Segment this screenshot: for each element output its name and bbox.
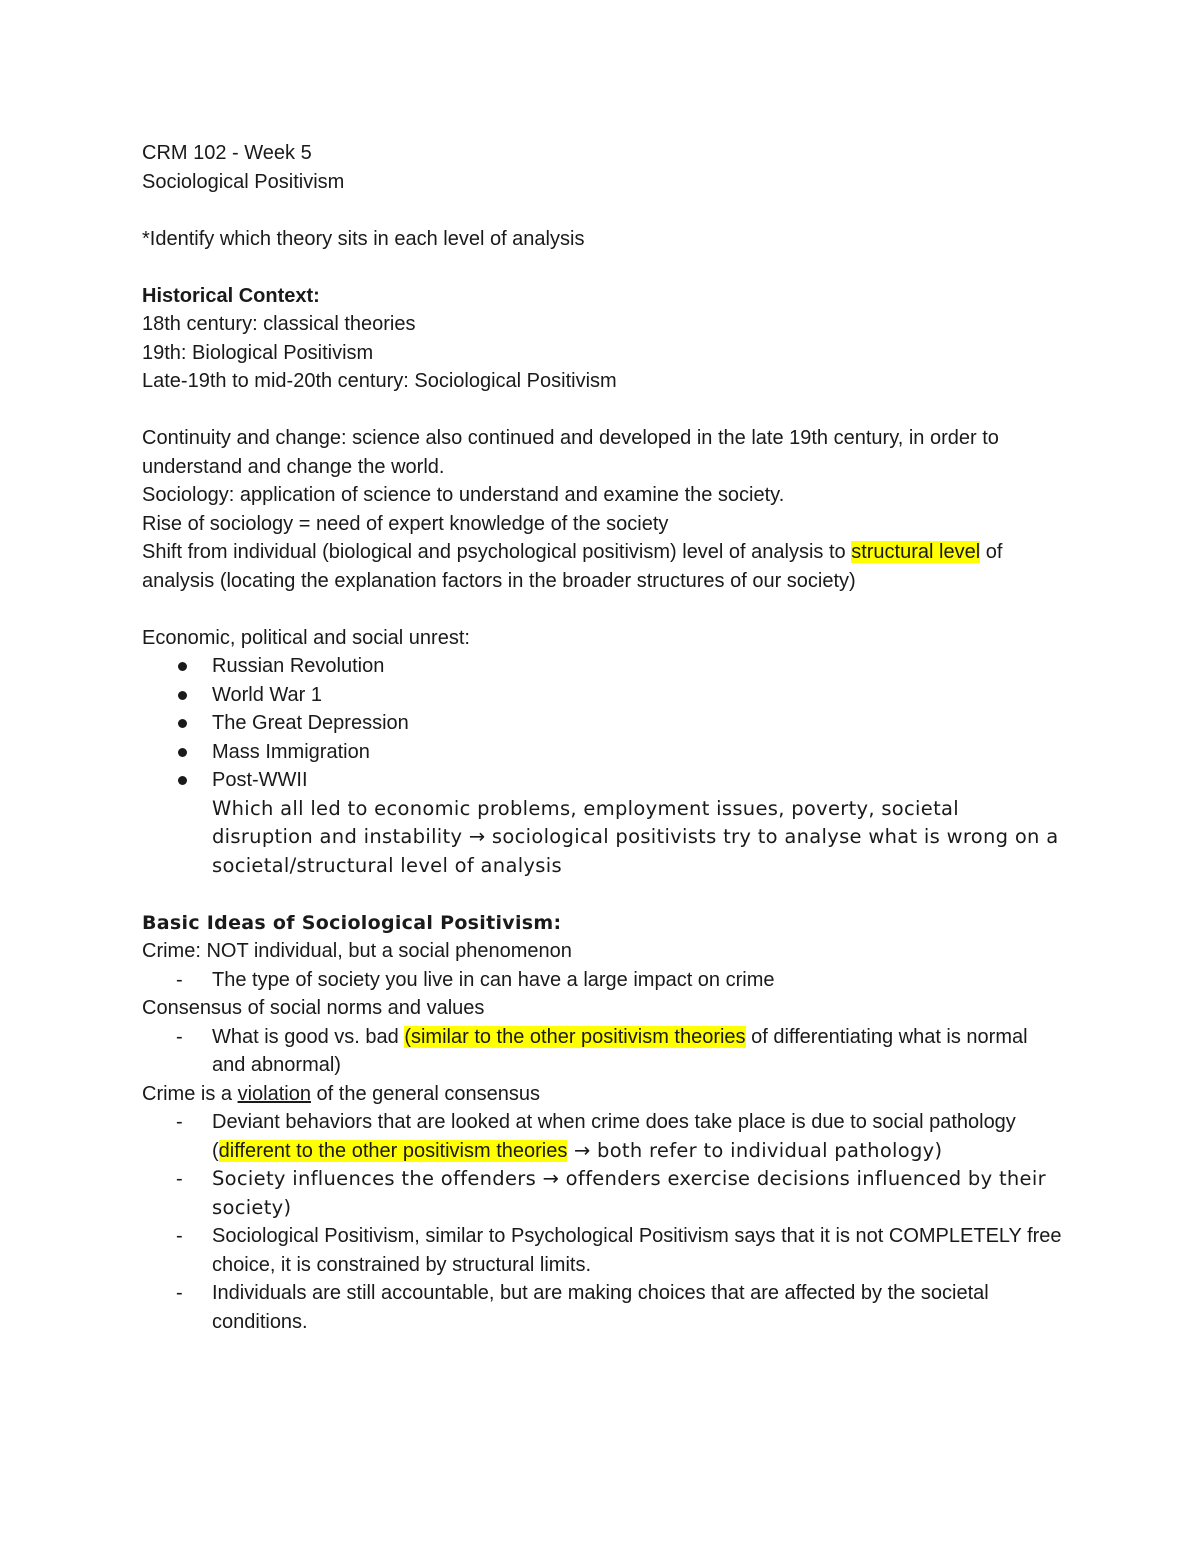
violation-text-b: of the general consensus bbox=[310, 1082, 541, 1105]
crime-social-sublist bbox=[142, 966, 1062, 995]
shift-text-b: of analysis (locating the explanation factors in the broader structures of our society) bbox=[142, 541, 1003, 592]
consensus-line: Consensus of social norms and values bbox=[142, 997, 485, 1019]
list-item-text: → both refer to individual pathology) bbox=[567, 1138, 943, 1162]
list-item bbox=[142, 1222, 1062, 1279]
instruction-note: *Identify which theory sits in each level of analysis bbox=[142, 227, 585, 250]
list-item-text: Post-WWII bbox=[212, 769, 308, 791]
list-item-text: Russian Revolution bbox=[212, 655, 385, 677]
unrest-list bbox=[142, 652, 1062, 880]
list-item-text: Sociological Positivism, similar to Psychological Positivism says that it is not COMPLETELY free choice, it is constrained by structural limits. bbox=[212, 1225, 1062, 1276]
course-title: CRM 102 - Week 5 bbox=[142, 142, 312, 164]
dash-marker: - bbox=[176, 1025, 183, 1048]
list-item-text: Society influences the offenders → offenders exercise decisions influenced by their society) bbox=[212, 1167, 1046, 1219]
spacer bbox=[142, 595, 1062, 624]
list-item-text: The type of society you live in can have a large impact on crime bbox=[212, 968, 775, 991]
dash-marker: - bbox=[176, 1282, 183, 1304]
list-item bbox=[142, 738, 1062, 767]
highlight-different: different to the other positivism theories bbox=[218, 1139, 568, 1162]
list-item bbox=[142, 966, 1062, 995]
spacer bbox=[142, 880, 1062, 909]
dash-marker: - bbox=[176, 968, 183, 991]
spacer bbox=[142, 253, 1062, 282]
dash-marker: - bbox=[176, 1168, 183, 1190]
bullet-icon bbox=[178, 662, 187, 671]
historical-line: 18th century: classical theories bbox=[142, 313, 416, 335]
bullet-icon bbox=[178, 776, 187, 785]
bullet-icon bbox=[178, 748, 187, 757]
list-item bbox=[142, 709, 1062, 738]
violation-line bbox=[142, 1080, 1062, 1109]
sociology-definition: Sociology: application of science to understand and examine the society. bbox=[142, 484, 785, 506]
shift-text-a: Shift from individual (biological and psychological positivism) level of analysis to bbox=[142, 541, 852, 563]
violation-sublist bbox=[142, 1108, 1062, 1336]
historical-line: 19th: Biological Positivism bbox=[142, 341, 374, 364]
list-item-text: World War 1 bbox=[212, 683, 323, 706]
violation-text-a: Crime is a bbox=[142, 1082, 238, 1105]
list-item-text: Mass Immigration bbox=[212, 740, 370, 763]
document-page bbox=[142, 139, 1062, 1336]
list-item bbox=[142, 766, 1062, 880]
historical-heading: Historical Context: bbox=[142, 284, 320, 307]
historical-line: Late-19th to mid-20th century: Sociological Positivism bbox=[142, 370, 617, 392]
list-item-text: What is good vs. bad bbox=[212, 1025, 405, 1048]
list-item bbox=[142, 1108, 1062, 1165]
continuity-paragraph: Continuity and change: science also continued and developed in the late 19th century, in order to understand and change the world. bbox=[142, 427, 999, 478]
unrest-summary: Which all led to economic problems, employment issues, poverty, societal disruption and instability → sociological positivists try to analyse what is wrong on a societal/structural level of analysis bbox=[212, 796, 1059, 877]
list-item bbox=[142, 1279, 1062, 1336]
topic-title: Sociological Positivism bbox=[142, 170, 345, 193]
bullet-icon bbox=[178, 691, 187, 700]
list-item-text: The Great Depression bbox=[212, 712, 409, 734]
list-item-text: Individuals are still accountable, but are making choices that are affected by the societal conditions. bbox=[212, 1282, 989, 1333]
basic-ideas-heading: Basic Ideas of Sociological Positivism: bbox=[142, 911, 562, 934]
list-item bbox=[142, 1165, 1062, 1222]
crime-social-line: Crime: NOT individual, but a social phenomenon bbox=[142, 940, 572, 962]
consensus-sublist bbox=[142, 1023, 1062, 1080]
list-item bbox=[142, 652, 1062, 681]
list-item-text: of differentiating what is normal and abnormal) bbox=[212, 1025, 1028, 1076]
bullet-icon bbox=[178, 719, 187, 728]
dash-marker: - bbox=[176, 1111, 183, 1133]
shift-paragraph bbox=[142, 538, 1062, 595]
highlight-similar: (similar to the other positivism theories bbox=[404, 1025, 746, 1048]
list-item bbox=[142, 681, 1062, 710]
spacer bbox=[142, 196, 1062, 225]
highlight-structural-level: structural level bbox=[851, 541, 981, 563]
dash-marker: - bbox=[176, 1225, 183, 1247]
rise-of-sociology: Rise of sociology = need of expert knowledge of the society bbox=[142, 512, 669, 535]
unrest-intro: Economic, political and social unrest: bbox=[142, 626, 470, 649]
list-item bbox=[142, 1023, 1062, 1080]
underlined-violation: violation bbox=[237, 1082, 311, 1105]
spacer bbox=[142, 396, 1062, 425]
list-item-text: Deviant behaviors that are looked at when crime does take place is due to social pathology ( bbox=[212, 1111, 1016, 1162]
